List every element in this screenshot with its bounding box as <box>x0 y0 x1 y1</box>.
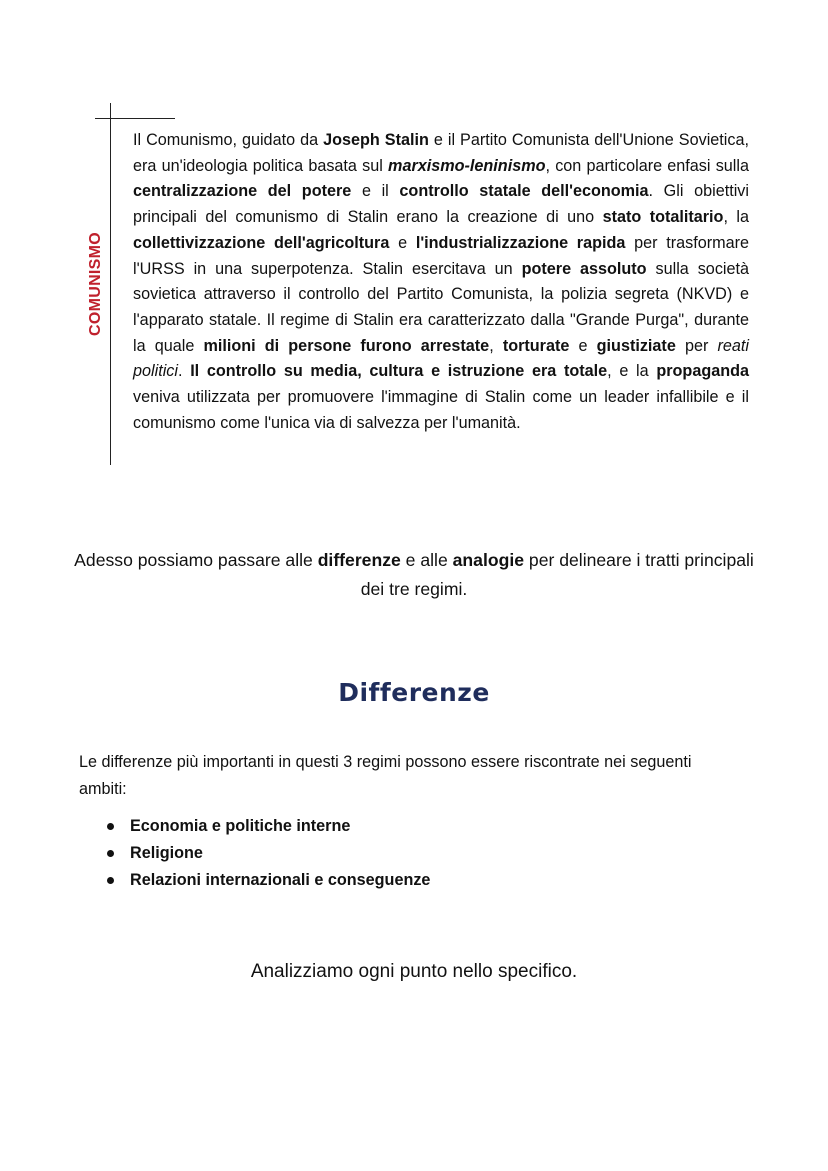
paragraph-run: giustiziate <box>596 336 676 355</box>
paragraph-run: torturate <box>502 336 570 355</box>
paragraph-run: centralizzazione del potere <box>133 182 352 201</box>
paragraph-run: , e la <box>607 362 657 381</box>
paragraph-run: e <box>389 233 416 252</box>
paragraph-run: stato totalitario <box>602 208 724 227</box>
list-item-label: Religione <box>130 844 203 862</box>
paragraph-run: propaganda <box>656 362 749 381</box>
paragraph-run: collettivizzazione dell'agricoltura <box>133 233 390 252</box>
paragraph-run: , la <box>723 208 749 227</box>
paragraph-run: potere assoluto <box>521 259 647 278</box>
differences-list <box>96 813 430 894</box>
paragraph-run: milioni di persone furono arrestate <box>203 336 490 355</box>
paragraph-run: e <box>569 336 597 355</box>
transition-part1: Adesso possiamo passare alle <box>74 550 318 570</box>
comunismo-paragraph <box>133 128 749 436</box>
bullet-icon <box>107 850 114 857</box>
paragraph-run: . <box>177 362 191 381</box>
paragraph-run: Il controllo su media, cultura e istruzione era totale <box>190 362 608 381</box>
vertical-rule <box>110 103 111 465</box>
paragraph-run: . Gli obiettivi principali del comunismo di Stalin erano la creazione di uno <box>133 182 749 227</box>
paragraph-run: , <box>489 336 503 355</box>
transition-part2: e alle <box>400 550 453 570</box>
list-item <box>96 813 430 840</box>
transition-bold-analogie: analogie <box>452 550 525 570</box>
paragraph-run: reati politici <box>133 336 749 381</box>
list-item <box>96 840 430 867</box>
section-side-label: COMUNISMO <box>87 231 104 337</box>
paragraph-run: per <box>675 336 718 355</box>
transition-bold-differenze: differenze <box>317 550 401 570</box>
list-item <box>96 867 430 894</box>
horizontal-rule <box>95 118 175 119</box>
transition-part3: per delineare i tratti principali dei tre regimi. <box>360 550 754 599</box>
intro-text: Le differenze più importanti in questi 3 regimi possono essere riscontrate nei seguenti ambiti: <box>79 753 692 798</box>
paragraph-run: e il <box>351 182 400 201</box>
closing-text: Analizziamo ogni punto nello specifico. <box>250 961 578 982</box>
transition-text <box>60 546 768 604</box>
paragraph-run: Il Comunismo, guidato da <box>133 131 324 149</box>
differenze-heading: Differenze <box>338 678 490 707</box>
bullet-icon <box>107 823 114 830</box>
paragraph-run: controllo statale dell'economia <box>399 182 649 201</box>
paragraph-run: veniva utilizzata per promuovere l'immagine di Stalin come un leader infallibile e il comunismo come l'unica via di salvezza per l'umanità. <box>133 388 749 432</box>
paragraph-run: sulla società sovietica attraverso il controllo del Partito Comunista, la polizia segreta (NKVD) e l'apparato statale. Il regime di Stalin era caratterizzato dalla "Grande Purga", durante la quale <box>133 259 750 355</box>
bullet-icon <box>107 877 114 884</box>
list-item-label: Relazioni internazionali e conseguenze <box>130 871 431 889</box>
paragraph-run: l'industrializzazione rapida <box>415 233 626 252</box>
paragraph-run: , con particolare enfasi sulla <box>545 156 749 175</box>
list-item-label: Economia e politiche interne <box>130 817 351 835</box>
paragraph-run: marxismo-leninismo <box>388 156 546 175</box>
paragraph-run: Joseph Stalin <box>323 131 429 149</box>
paragraph-run: e il Partito Comunista dell'Unione Sovietica, era un'ideologia politica basata sul <box>133 131 749 175</box>
paragraph-run: per trasformare l'URSS in una superpotenza. Stalin esercitava un <box>133 233 749 278</box>
